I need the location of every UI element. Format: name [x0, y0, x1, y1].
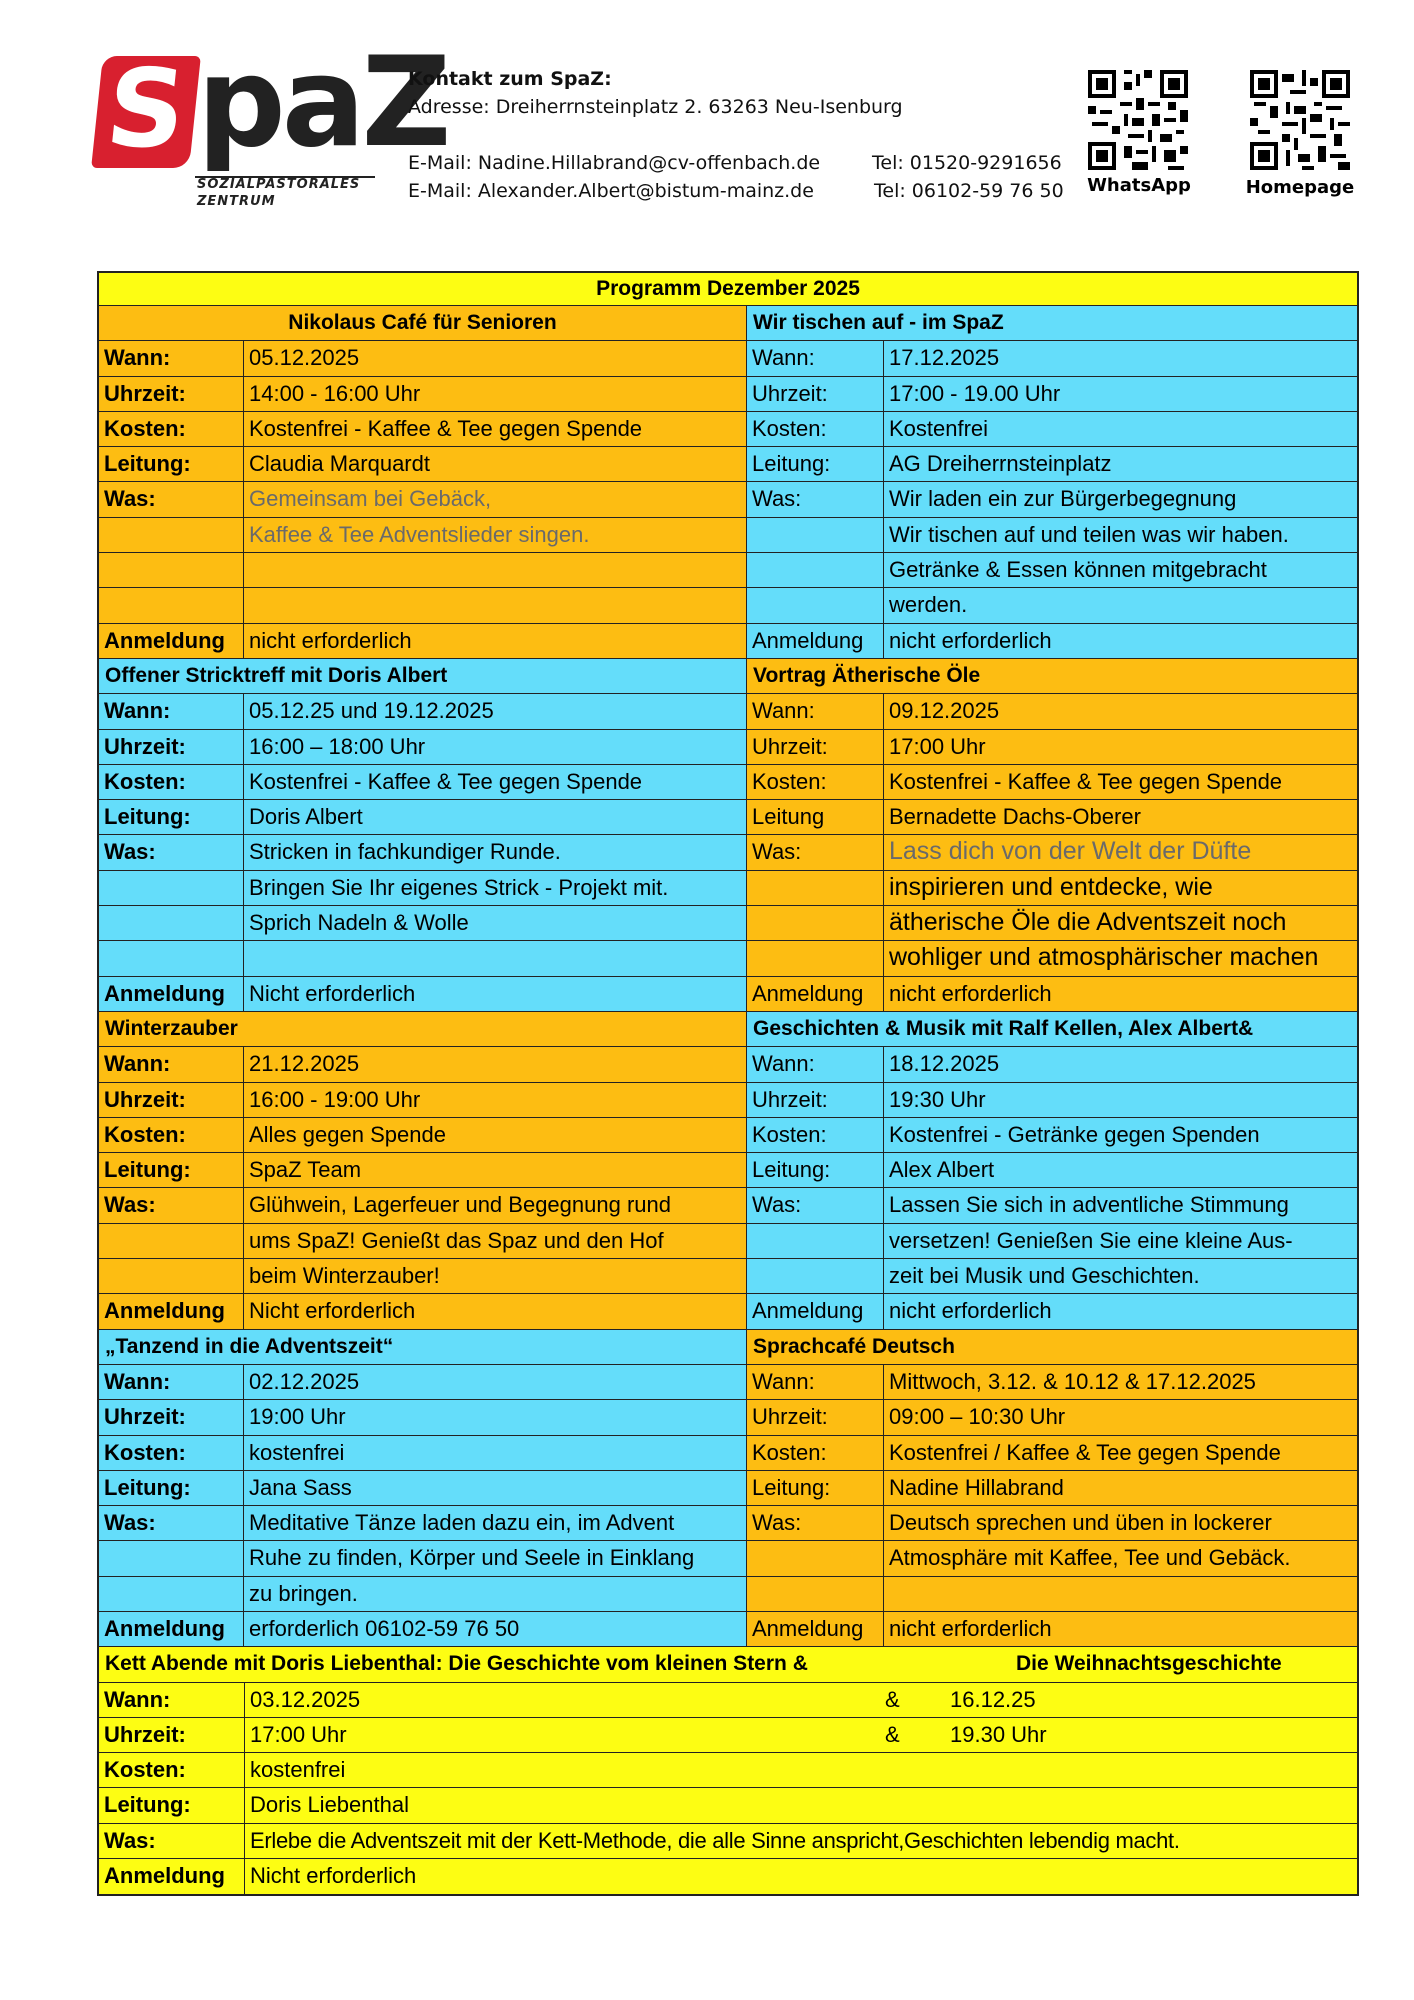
value-was: zeit bei Musik und Geschichten. [889, 1263, 1200, 1289]
value-uhrzeit: 16:00 - 19:00 Uhr [249, 1086, 421, 1112]
spaz-logo [97, 31, 448, 232]
value-anmeldung: erforderlich 06102-59 76 50 [249, 1615, 520, 1641]
label-wann: Wann: [747, 341, 884, 375]
value-wann: 05.12.2025 [249, 345, 360, 371]
event-title: Vortrag Ätherische Öle [747, 659, 1357, 694]
program-block-3 [99, 1012, 1357, 1330]
label-was: Was: [99, 1188, 244, 1222]
event-title: „Tanzend in die Adventszeit“ [99, 1330, 746, 1365]
value-kosten: kostenfrei [249, 1439, 345, 1465]
label-kosten: Kosten: [747, 1118, 884, 1152]
label-anmeldung: Anmeldung [747, 1612, 884, 1646]
value-kosten: Kostenfrei - Getränke gegen Spenden [889, 1121, 1260, 1147]
event-title: Geschichten & Musik mit Ralf Kellen, Alex Albert& [747, 1012, 1357, 1047]
value-uhrzeit-1: 17:00 Uhr [250, 1721, 347, 1747]
label-wann: Wann: [747, 694, 884, 728]
value-anmeldung: nicht erforderlich [889, 980, 1052, 1006]
homepage-qr-code[interactable] [1250, 70, 1350, 170]
value-was: Ruhe zu finden, Körper und Seele in Einklang [249, 1545, 695, 1571]
event-wir-tischen-auf [747, 306, 1357, 659]
label-leitung: Leitung: [747, 447, 884, 481]
value-uhrzeit: 16:00 – 18:00 Uhr [249, 733, 426, 759]
value-was [244, 553, 746, 587]
value-uhrzeit: 19:00 Uhr [249, 1404, 346, 1430]
label-wann: Wann: [99, 341, 244, 375]
label-leitung: Leitung: [747, 1471, 884, 1505]
value-leitung: Bernadette Dachs-Oberer [889, 804, 1141, 830]
label-wann: Wann: [99, 1047, 244, 1081]
label-was: Was: [99, 482, 244, 516]
event-geschichten-musik [747, 1012, 1357, 1330]
event-kett-abende [99, 1647, 1357, 1894]
value-kosten: Kostenfrei - Kaffee & Tee gegen Spende [249, 768, 643, 794]
value-was: Meditative Tänze laden dazu ein, im Advent [249, 1510, 675, 1536]
value-was: ätherische Öle die Adventszeit noch [889, 908, 1287, 937]
contact-title: Kontakt zum SpaZ: [408, 68, 612, 90]
event-title-part-2: Die Weihnachtsgeschichte [1016, 1652, 1282, 1676]
label-leitung: Leitung [747, 800, 884, 834]
value-uhrzeit: 09:00 – 10:30 Uhr [889, 1404, 1066, 1430]
value-anmeldung: nicht erforderlich [249, 627, 412, 653]
value-was: zu bringen. [249, 1580, 358, 1606]
value-was: werden. [889, 592, 968, 618]
value-was [244, 588, 746, 622]
value-anmeldung: Nicht erforderlich [250, 1863, 417, 1889]
value-leitung: Jana Sass [249, 1474, 352, 1500]
logo-mark: S [91, 56, 201, 168]
value-was: inspirieren und entdecke, wie [889, 872, 1213, 901]
value-wann: 17.12.2025 [889, 345, 1000, 371]
value-was: wohliger und atmosphärischer machen [889, 943, 1319, 972]
event-nikolaus [99, 306, 747, 659]
event-title [99, 1647, 1357, 1682]
event-title: Sprachcafé Deutsch [747, 1330, 1357, 1365]
event-stricktreff [99, 659, 747, 1012]
value-was [884, 1577, 1357, 1611]
value-uhrzeit-2: 19.30 Uhr [950, 1721, 1047, 1747]
value-leitung: Doris Liebenthal [250, 1792, 409, 1818]
value-was: Wir tischen auf und teilen was wir haben. [889, 521, 1289, 547]
label-anmeldung: Anmeldung [99, 1294, 244, 1328]
label-was: Was: [747, 482, 884, 516]
value-kosten: Alles gegen Spende [249, 1121, 446, 1147]
label-was: Was: [747, 1188, 884, 1222]
value-was: Getränke & Essen können mitgebracht [889, 557, 1267, 583]
value-was [244, 941, 746, 975]
label-leitung: Leitung: [99, 1153, 244, 1187]
contact-email-2[interactable]: E-Mail: Alexander.Albert@bistum-mainz.de [408, 180, 814, 202]
value-wann: 18.12.2025 [889, 1051, 1000, 1077]
value-was: Gemeinsam bei Gebäck, [249, 486, 492, 512]
value-uhrzeit: 17:00 - 19.00 Uhr [889, 380, 1061, 406]
value-uhrzeit: 14:00 - 16:00 Uhr [249, 380, 421, 406]
value-was: beim Winterzauber! [249, 1263, 440, 1289]
event-title: Winterzauber [99, 1012, 746, 1047]
label-was: Was: [99, 835, 244, 869]
label-uhrzeit: Uhrzeit: [99, 1083, 244, 1117]
label-anmeldung: Anmeldung [747, 624, 884, 658]
label-kosten: Kosten: [99, 1753, 245, 1787]
value-anmeldung: nicht erforderlich [889, 627, 1052, 653]
value-was: Glühwein, Lagerfeuer und Begegnung rund [249, 1192, 671, 1218]
label-leitung: Leitung: [99, 1788, 245, 1822]
value-anmeldung: Nicht erforderlich [249, 980, 416, 1006]
value-was: Lass dich von der Welt der Düfte [889, 837, 1252, 866]
label-was: Was: [747, 835, 884, 869]
value-was: Bringen Sie Ihr eigenes Strick - Projekt mit. [249, 874, 669, 900]
event-sprachcafe [747, 1330, 1357, 1648]
label-anmeldung: Anmeldung [99, 977, 244, 1011]
value-leitung: Alex Albert [889, 1157, 995, 1183]
contact-address: Adresse: Dreiherrnsteinplatz 2. 63263 Neu-Isenburg [408, 96, 903, 118]
value-uhrzeit: 17:00 Uhr [889, 733, 986, 759]
value-leitung: Nadine Hillabrand [889, 1474, 1064, 1500]
value-wann-1: 03.12.2025 [250, 1686, 361, 1712]
value-was: Atmosphäre mit Kaffee, Tee und Gebäck. [889, 1545, 1291, 1571]
label-uhrzeit: Uhrzeit: [99, 730, 244, 764]
homepage-label: Homepage [1245, 177, 1355, 198]
value-wann-amp: & [885, 1686, 900, 1712]
event-title: Wir tischen auf - im SpaZ [747, 306, 1357, 341]
value-wann-2: 16.12.25 [950, 1686, 1036, 1712]
label-anmeldung: Anmeldung [747, 977, 884, 1011]
event-title: Nikolaus Café für Senioren [99, 306, 746, 341]
program-block-4 [99, 1330, 1357, 1648]
logo-subtitle-2: ZENTRUM [197, 194, 276, 209]
value-kosten: Kostenfrei - Kaffee & Tee gegen Spende [249, 415, 643, 441]
value-was: Erlebe die Adventszeit mit der Kett-Methode, die alle Sinne anspricht,Geschichten lebendig macht. [250, 1827, 1180, 1853]
value-wann: 09.12.2025 [889, 698, 1000, 724]
value-kosten: Kostenfrei - Kaffee & Tee gegen Spende [889, 768, 1283, 794]
contact-tel-1[interactable]: Tel: 01520-9291656 [872, 152, 1062, 174]
label-kosten: Kosten: [99, 412, 244, 446]
label-leitung: Leitung: [99, 447, 244, 481]
label-wann: Wann: [747, 1047, 884, 1081]
label-uhrzeit: Uhrzeit: [99, 377, 244, 411]
event-title-part-1: Kett Abende mit Doris Liebenthal: Die Geschichte vom kleinen Stern & [105, 1652, 808, 1676]
label-kosten: Kosten: [99, 1436, 244, 1470]
value-was: Deutsch sprechen und üben in lockerer [889, 1510, 1272, 1536]
value-uhrzeit: 19:30 Uhr [889, 1086, 986, 1112]
label-was: Was: [99, 1824, 245, 1858]
label-wann: Wann: [99, 1683, 245, 1717]
value-was: Stricken in fachkundiger Runde. [249, 839, 561, 865]
value-was: ums SpaZ! Genießt das Spaz und den Hof [249, 1227, 664, 1253]
value-leitung: Doris Albert [249, 804, 363, 830]
label-leitung: Leitung: [99, 1471, 244, 1505]
value-was: Lassen Sie sich in adventliche Stimmung [889, 1192, 1289, 1218]
value-was: versetzen! Genießen Sie eine kleine Aus- [889, 1227, 1293, 1253]
label-leitung: Leitung: [747, 1153, 884, 1187]
value-leitung: SpaZ Team [249, 1157, 362, 1183]
label-kosten: Kosten: [747, 1436, 884, 1470]
event-title: Offener Stricktreff mit Doris Albert [99, 659, 746, 694]
label-anmeldung: Anmeldung [99, 1612, 244, 1646]
label-was: Was: [99, 1506, 244, 1540]
value-kosten: Kostenfrei / Kaffee & Tee gegen Spende [889, 1439, 1281, 1465]
value-was: Kaffee & Tee Adventslieder singen. [249, 521, 590, 547]
value-wann: Mittwoch, 3.12. & 10.12 & 17.12.2025 [889, 1368, 1256, 1394]
value-kosten: Kostenfrei [889, 415, 989, 441]
event-aetherische-oele [747, 659, 1357, 1012]
label-uhrzeit: Uhrzeit: [99, 1400, 244, 1434]
label-wann: Wann: [99, 1365, 244, 1399]
value-anmeldung: nicht erforderlich [889, 1615, 1052, 1641]
value-wann: 05.12.25 und 19.12.2025 [249, 698, 494, 724]
label-anmeldung: Anmeldung [99, 1859, 245, 1894]
label-was: Was: [747, 1506, 884, 1540]
value-leitung: AG Dreiherrnsteinplatz [889, 451, 1112, 477]
logo-subtitle-1: SOZIALPASTORALES [197, 177, 361, 192]
contact-email-1[interactable]: E-Mail: Nadine.Hillabrand@cv-offenbach.de [408, 152, 821, 174]
program-block-1 [99, 306, 1357, 659]
label-uhrzeit: Uhrzeit: [747, 730, 884, 764]
label-uhrzeit: Uhrzeit: [747, 1400, 884, 1434]
value-uhrzeit-amp: & [885, 1721, 900, 1747]
value-leitung: Claudia Marquardt [249, 451, 430, 477]
value-anmeldung: nicht erforderlich [889, 1298, 1052, 1324]
program-table [97, 271, 1359, 1896]
label-wann: Wann: [747, 1365, 884, 1399]
value-wann: 21.12.2025 [249, 1051, 360, 1077]
label-anmeldung: Anmeldung [747, 1294, 884, 1328]
label-kosten: Kosten: [99, 1118, 244, 1152]
program-title: Programm Dezember 2025 [99, 273, 1357, 306]
value-was: Wir laden ein zur Bürgerbegegnung [889, 486, 1237, 512]
label-kosten: Kosten: [99, 765, 244, 799]
value-anmeldung: Nicht erforderlich [249, 1298, 416, 1324]
logo-wordmark: paZ [197, 31, 448, 175]
label-uhrzeit: Uhrzeit: [747, 1083, 884, 1117]
whatsapp-qr-code[interactable] [1088, 70, 1188, 170]
event-winterzauber [99, 1012, 747, 1330]
event-tanzend [99, 1330, 747, 1648]
whatsapp-label: WhatsApp [1087, 175, 1191, 196]
value-wann: 02.12.2025 [249, 1368, 360, 1394]
program-block-2 [99, 659, 1357, 1012]
label-wann: Wann: [99, 694, 244, 728]
label-kosten: Kosten: [747, 412, 884, 446]
label-kosten: Kosten: [747, 765, 884, 799]
value-was: Sprich Nadeln & Wolle [249, 910, 469, 936]
contact-tel-2[interactable]: Tel: 06102-59 76 50 [874, 180, 1064, 202]
label-uhrzeit: Uhrzeit: [99, 1718, 245, 1752]
label-uhrzeit: Uhrzeit: [747, 377, 884, 411]
label-leitung: Leitung: [99, 800, 244, 834]
label-anmeldung: Anmeldung [99, 624, 244, 658]
value-kosten: kostenfrei [250, 1757, 346, 1783]
